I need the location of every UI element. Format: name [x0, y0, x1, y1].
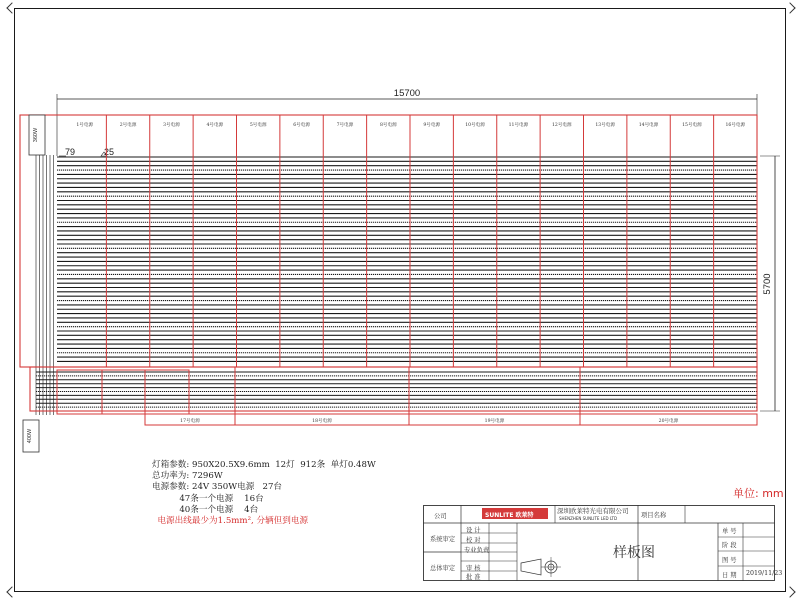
- psu-label-bottom: 19号电源: [484, 419, 505, 424]
- number-label: 单 号: [722, 528, 737, 535]
- overall-review-label: 总体审定: [430, 565, 456, 572]
- logo-text: SUNLITE 欧莱特: [485, 512, 534, 519]
- psu-label-top: 8号电源: [379, 123, 397, 128]
- drawing-number-label: 图 号: [722, 557, 737, 564]
- psu-label-top: 16号电源: [725, 123, 746, 128]
- audit-label: 审 核: [466, 565, 481, 572]
- project-name-label: 项目名称: [641, 512, 667, 519]
- spec-total-power: 总功率为: 7296W: [152, 471, 223, 482]
- psu-subzone: [57, 370, 102, 414]
- dim-79-label: 79: [65, 147, 76, 157]
- psu-label-top: 7号电源: [336, 123, 354, 128]
- psu-label-top: 15号电源: [682, 123, 702, 128]
- date-label: 日 期: [722, 572, 737, 579]
- side-psu-top: [29, 115, 45, 155]
- projection-symbol-icon: [521, 557, 561, 577]
- overall-height-label: 5700: [762, 273, 773, 295]
- specialist-label: 专业负责: [464, 547, 490, 554]
- side-psu-bottom: [23, 420, 39, 452]
- width-dimension: [57, 88, 757, 156]
- spec-psu: 电源参数: 24V 350W电源 27台: [152, 482, 283, 493]
- spec-cable-note: 电源出线最少为1.5mm², 分辆但到电源: [152, 516, 309, 527]
- spec-lightbox: 灯箱参数: 950X20.5X9.6mm 12灯 912条 单灯0.48W: [152, 460, 376, 470]
- overall-width-label: 15700: [393, 88, 421, 99]
- led-strip-rows: [36, 155, 757, 415]
- psu-label-top: 10号电源: [465, 123, 485, 128]
- design-label: 设 计: [466, 527, 481, 534]
- psu-label-bottom: 17号电源: [180, 419, 200, 424]
- stage-label: 阶 段: [722, 542, 737, 549]
- upper-zone-outline: [20, 115, 757, 367]
- approve-label: 批 准: [466, 574, 481, 581]
- psu-label-top: 6号电源: [293, 123, 310, 128]
- psu-label-bottom: 18号电源: [312, 419, 332, 424]
- dim-25-label: 25: [104, 147, 115, 157]
- side-psu-top-label: 360W: [33, 127, 39, 143]
- psu-label-top: 1号电源: [76, 123, 94, 128]
- spec-psu-40: 40条一个电源 4台: [152, 504, 259, 515]
- height-dimension: [760, 156, 780, 411]
- company-label: 公司: [434, 513, 447, 520]
- psu-label-top: 4号电源: [206, 123, 224, 128]
- psu-label-top: 11号电源: [508, 123, 529, 128]
- psu-label-top: 5号电源: [249, 123, 267, 128]
- spec-notes: [152, 460, 376, 527]
- psu-label-top: 12号电源: [551, 123, 572, 128]
- check-label: 校 对: [466, 537, 481, 544]
- unit-label: 单位: mm: [733, 487, 784, 500]
- company-name-cn: 深圳欧莱特光电有限公司: [557, 507, 629, 515]
- side-psu-bottom-label: 400W: [27, 428, 33, 444]
- psu-label-top: 2号电源: [119, 123, 137, 128]
- drawing-title: 样板图: [613, 545, 655, 561]
- title-block: [423, 505, 783, 581]
- psu-label-bottom: 20号电源: [658, 419, 679, 424]
- psu-label-top: 9号电源: [423, 123, 441, 128]
- psu-label-top: 3号电源: [163, 123, 180, 128]
- date-value: 2019/11/23: [746, 570, 783, 577]
- company-name-en: SHENZHEN SUNLITE LED LTD: [559, 516, 618, 521]
- psu-label-top: 14号电源: [638, 123, 659, 128]
- lower-zone-outline: [30, 367, 757, 411]
- system-review-label: 系统审定: [430, 536, 456, 543]
- spec-psu-47: 47条一个电源 16台: [152, 493, 264, 504]
- psu-label-top: 13号电源: [595, 123, 616, 128]
